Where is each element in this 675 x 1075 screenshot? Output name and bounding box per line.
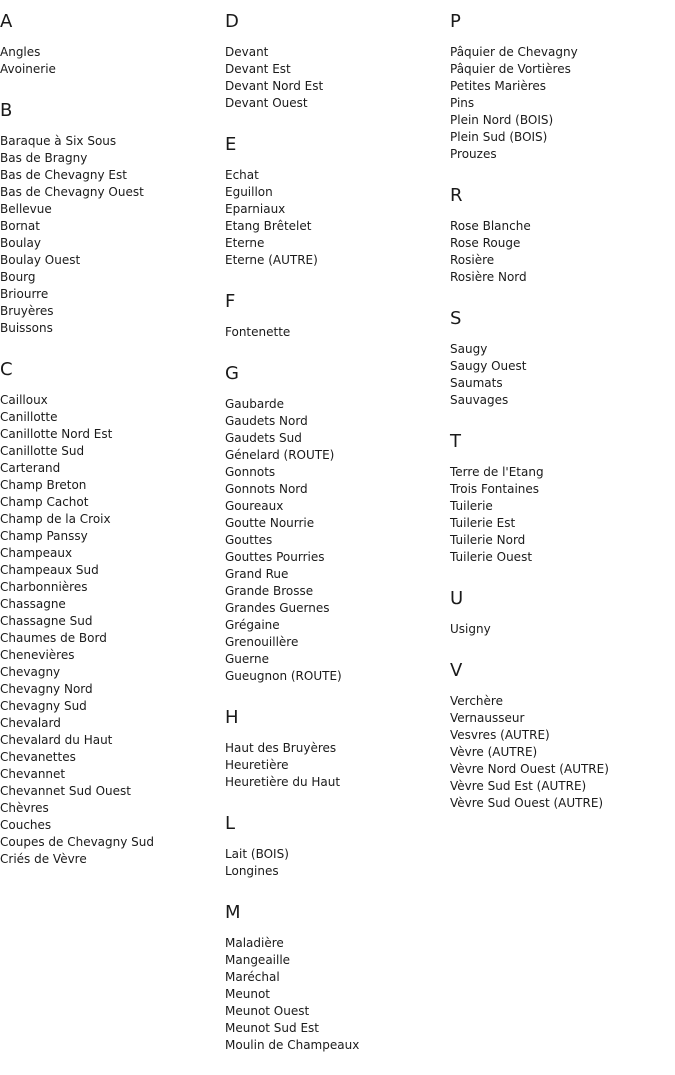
section-letter-heading: L xyxy=(225,813,236,834)
place-link[interactable]: Chevannet xyxy=(0,767,66,781)
index-column xyxy=(450,10,675,833)
letter-section xyxy=(225,706,450,791)
section-letter-heading: G xyxy=(225,363,239,384)
place-link[interactable]: Usigny xyxy=(450,622,491,636)
place-link[interactable]: Bruyères xyxy=(0,304,54,318)
place-link[interactable]: Chassagne xyxy=(0,597,66,611)
place-link[interactable]: Pins xyxy=(450,96,475,110)
place-link[interactable]: Génelard (ROUTE) xyxy=(225,448,335,462)
place-link[interactable]: Pâquier de Vortières xyxy=(450,62,571,76)
place-link[interactable]: Eguillon xyxy=(225,185,273,199)
place-link[interactable]: Vèvre Sud Est (AUTRE) xyxy=(450,779,587,793)
entry-list xyxy=(225,396,450,685)
index-column xyxy=(225,10,450,1075)
place-link[interactable]: Grandes Guernes xyxy=(225,601,330,615)
place-link[interactable]: Fontenette xyxy=(225,325,291,339)
letter-section xyxy=(450,184,675,286)
letter-section xyxy=(225,290,450,341)
place-link[interactable]: Devant Ouest xyxy=(225,96,308,110)
place-link[interactable]: Verchère xyxy=(450,694,503,708)
place-link[interactable]: Saumats xyxy=(450,376,503,390)
place-link[interactable]: Petites Marières xyxy=(450,79,547,93)
place-link[interactable]: Chevalard du Haut xyxy=(0,733,113,747)
place-link[interactable]: Chevagny Nord xyxy=(0,682,93,696)
place-link[interactable]: Eterne xyxy=(225,236,265,250)
entry-list xyxy=(450,693,675,812)
place-link[interactable]: Haut des Bruyères xyxy=(225,741,337,755)
place-link[interactable]: Gonnots Nord xyxy=(225,482,308,496)
place-link[interactable]: Bornat xyxy=(0,219,40,233)
place-link[interactable]: Champ de la Croix xyxy=(0,512,111,526)
entry-list xyxy=(0,44,225,78)
section-letter-heading: A xyxy=(0,11,13,32)
place-link[interactable]: Bellevue xyxy=(0,202,52,216)
place-link[interactable]: Gouttes Pourries xyxy=(225,550,325,564)
place-link[interactable]: Plein Sud (BOIS) xyxy=(450,130,548,144)
entry-list xyxy=(0,392,225,868)
place-link[interactable]: Tuilerie xyxy=(450,499,493,513)
entry-list xyxy=(450,218,675,286)
place-link[interactable]: Devant xyxy=(225,45,269,59)
place-link[interactable]: Chassagne Sud xyxy=(0,614,93,628)
letter-section xyxy=(450,10,675,163)
place-link[interactable]: Chevannet Sud Ouest xyxy=(0,784,131,798)
place-link[interactable]: Devant Nord Est xyxy=(225,79,324,93)
place-link[interactable]: Chevanettes xyxy=(0,750,76,764)
letter-section xyxy=(225,901,450,1054)
letter-section xyxy=(450,430,675,566)
section-letter-heading: U xyxy=(450,588,464,609)
place-link[interactable]: Chevalard xyxy=(0,716,61,730)
place-link[interactable]: Devant Est xyxy=(225,62,291,76)
entry-list xyxy=(225,935,450,1054)
place-link[interactable]: Bourg xyxy=(0,270,36,284)
place-link[interactable]: Champ Panssy xyxy=(0,529,88,543)
place-link[interactable]: Cailloux xyxy=(0,393,48,407)
place-link[interactable]: Grenouillère xyxy=(225,635,299,649)
place-link[interactable]: Prouzes xyxy=(450,147,497,161)
place-link[interactable]: Champ Cachot xyxy=(0,495,89,509)
section-letter-heading: C xyxy=(0,359,13,380)
section-letter-heading: D xyxy=(225,11,239,32)
place-link[interactable]: Meunot Ouest xyxy=(225,1004,310,1018)
section-letter-heading: P xyxy=(450,11,461,32)
letter-section xyxy=(0,10,225,78)
section-letter-heading: E xyxy=(225,134,237,155)
place-link[interactable]: Maladière xyxy=(225,936,284,950)
place-link[interactable]: Vernausseur xyxy=(450,711,525,725)
letter-section xyxy=(450,587,675,638)
place-link[interactable]: Gouttes xyxy=(225,533,273,547)
place-link[interactable]: Boulay xyxy=(0,236,41,250)
place-link[interactable]: Bas de Chevagny Est xyxy=(0,168,127,182)
place-link[interactable]: Grégaine xyxy=(225,618,280,632)
place-link[interactable]: Angles xyxy=(0,45,41,59)
place-link[interactable]: Saugy Ouest xyxy=(450,359,527,373)
place-link[interactable]: Bas de Bragny xyxy=(0,151,88,165)
place-link[interactable]: Maréchal xyxy=(225,970,280,984)
place-link[interactable]: Meunot Sud Est xyxy=(225,1021,320,1035)
place-link[interactable]: Tuilerie Est xyxy=(450,516,516,530)
entry-list xyxy=(225,167,450,269)
entry-list xyxy=(225,740,450,791)
letter-section xyxy=(225,812,450,880)
place-link[interactable]: Avoinerie xyxy=(0,62,56,76)
entry-list xyxy=(450,621,675,638)
place-link[interactable]: Buissons xyxy=(0,321,53,335)
place-link[interactable]: Gueugnon (ROUTE) xyxy=(225,669,342,683)
letter-section xyxy=(450,659,675,812)
place-link[interactable]: Canillotte Nord Est xyxy=(0,427,113,441)
place-link[interactable]: Champ Breton xyxy=(0,478,87,492)
place-link[interactable]: Champeaux Sud xyxy=(0,563,99,577)
letter-section xyxy=(225,362,450,685)
place-link[interactable]: Goureaux xyxy=(225,499,284,513)
place-link[interactable]: Bas de Chevagny Ouest xyxy=(0,185,144,199)
index-column xyxy=(0,10,225,889)
place-link[interactable]: Eterne (AUTRE) xyxy=(225,253,318,267)
place-link[interactable]: Trois Fontaines xyxy=(450,482,540,496)
entry-list xyxy=(0,133,225,337)
place-link[interactable]: Chevagny Sud xyxy=(0,699,87,713)
entry-list xyxy=(225,846,450,880)
place-link[interactable]: Chaumes de Bord xyxy=(0,631,107,645)
place-link[interactable]: Tuilerie Nord xyxy=(450,533,526,547)
place-link[interactable]: Vèvre (AUTRE) xyxy=(450,745,538,759)
section-letter-heading: T xyxy=(450,431,461,452)
letter-section xyxy=(225,10,450,112)
place-link[interactable]: Boulay Ouest xyxy=(0,253,81,267)
entry-list xyxy=(225,324,450,341)
place-link[interactable]: Gaudets Nord xyxy=(225,414,308,428)
place-link[interactable]: Criés de Vèvre xyxy=(0,852,87,866)
place-link[interactable]: Rosière Nord xyxy=(450,270,527,284)
place-link[interactable]: Guerne xyxy=(225,652,269,666)
section-letter-heading: R xyxy=(450,185,463,206)
place-link[interactable]: Moulin de Champeaux xyxy=(225,1038,360,1052)
place-link[interactable]: Rosière xyxy=(450,253,495,267)
letter-section xyxy=(225,133,450,269)
place-link[interactable]: Carterand xyxy=(0,461,61,475)
place-link[interactable]: Canillotte Sud xyxy=(0,444,85,458)
place-link[interactable]: Chevagny xyxy=(0,665,61,679)
entry-list xyxy=(450,464,675,566)
place-link[interactable]: Champeaux xyxy=(0,546,73,560)
place-link[interactable]: Vèvre Sud Ouest (AUTRE) xyxy=(450,796,604,810)
place-link[interactable]: Plein Nord (BOIS) xyxy=(450,113,554,127)
section-letter-heading: S xyxy=(450,308,462,329)
place-link[interactable]: Rose Rouge xyxy=(450,236,521,250)
place-link[interactable]: Coupes de Chevagny Sud xyxy=(0,835,155,849)
place-link[interactable]: Goutte Nourrie xyxy=(225,516,315,530)
place-link[interactable]: Eparniaux xyxy=(225,202,286,216)
letter-section xyxy=(0,99,225,337)
place-link[interactable]: Vesvres (AUTRE) xyxy=(450,728,550,742)
place-link[interactable]: Heuretière du Haut xyxy=(225,775,341,789)
place-link[interactable]: Gaudets Sud xyxy=(225,431,302,445)
entry-list xyxy=(225,44,450,112)
place-link[interactable]: Longines xyxy=(225,864,279,878)
place-link[interactable]: Etang Brêtelet xyxy=(225,219,312,233)
place-link[interactable]: Echat xyxy=(225,168,259,182)
section-letter-heading: H xyxy=(225,707,239,728)
place-link[interactable]: Mangeaille xyxy=(225,953,291,967)
place-link[interactable]: Baraque à Six Sous xyxy=(0,134,117,148)
place-link[interactable]: Grande Brosse xyxy=(225,584,314,598)
place-link[interactable]: Sauvages xyxy=(450,393,509,407)
place-link[interactable]: Terre de l'Etang xyxy=(450,465,544,479)
place-link[interactable]: Pâquier de Chevagny xyxy=(450,45,578,59)
section-letter-heading: M xyxy=(225,902,241,923)
place-link[interactable]: Meunot xyxy=(225,987,270,1001)
place-link[interactable]: Rose Blanche xyxy=(450,219,531,233)
place-link[interactable]: Canillotte xyxy=(0,410,58,424)
place-link[interactable]: Briourre xyxy=(0,287,49,301)
entry-list xyxy=(450,341,675,409)
place-link[interactable]: Tuilerie Ouest xyxy=(450,550,533,564)
place-link[interactable]: Gaubarde xyxy=(225,397,284,411)
place-link[interactable]: Lait (BOIS) xyxy=(225,847,289,861)
place-link[interactable]: Couches xyxy=(0,818,52,832)
place-link[interactable]: Vèvre Nord Ouest (AUTRE) xyxy=(450,762,609,776)
section-letter-heading: V xyxy=(450,660,463,681)
letter-section xyxy=(450,307,675,409)
entry-list xyxy=(450,44,675,163)
place-link[interactable]: Chenevières xyxy=(0,648,75,662)
place-link[interactable]: Heuretière xyxy=(225,758,289,772)
place-link[interactable]: Charbonnières xyxy=(0,580,88,594)
place-link[interactable]: Gonnots xyxy=(225,465,276,479)
section-letter-heading: F xyxy=(225,291,236,312)
section-letter-heading: B xyxy=(0,100,13,121)
place-link[interactable]: Chèvres xyxy=(0,801,49,815)
letter-section xyxy=(0,358,225,868)
place-link[interactable]: Saugy xyxy=(450,342,488,356)
place-link[interactable]: Grand Rue xyxy=(225,567,289,581)
